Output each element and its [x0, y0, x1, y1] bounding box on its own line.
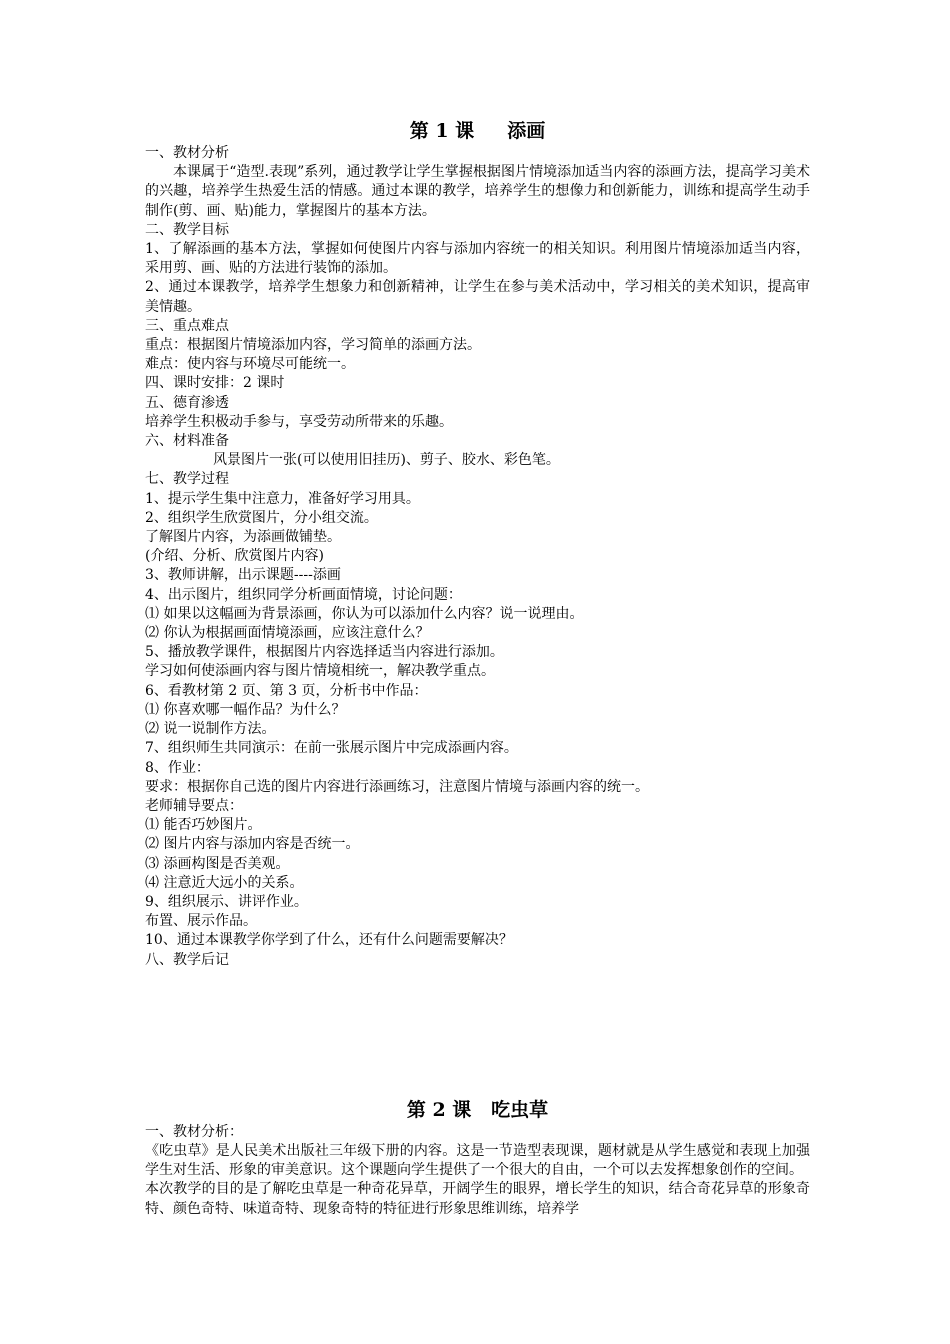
text-line: ⑴ 如果以这幅画为背景添画，你认为可以添加什么内容？说一说理由。 [145, 605, 584, 622]
text-line: 2、通过本课教学，培养学生想象力和创新精神，让学生在参与美术活动中，学习相关的美术知识，提高审美情趣。 [145, 279, 810, 315]
text-line: ⑷ 注意近大远小的关系。 [145, 874, 304, 891]
text-line: 1、了解添画的基本方法，掌握如何使图片内容与添加内容统一的相关知识。利用图片情境添加适当内容，采用剪、画、贴的方法进行装饰的添加。 [145, 241, 810, 277]
text-line: 一、教材分析： [145, 1123, 243, 1140]
text-line: 了解图片内容，为添画做铺垫。 [145, 529, 341, 546]
text-line: 5、播放教学课件，根据图片内容选择适当内容进行添加。 [145, 644, 504, 661]
text-line: 老师辅导要点： [145, 797, 243, 814]
text-line: 8、作业： [145, 759, 210, 776]
text-line: ⑵ 图片内容与添加内容是否统一。 [145, 836, 360, 853]
text-line: 3、教师讲解，出示课题----添画 [145, 567, 341, 584]
text-line: 培养学生积极动手参与，享受劳动所带来的乐趣。 [145, 413, 453, 430]
text-line: 七、教学过程 [145, 471, 229, 488]
text-line: 7、组织师生共同演示：在前一张展示图片中完成添画内容。 [145, 740, 518, 757]
text-line: 《吃虫草》是人民美术出版社三年级下册的内容。这是一节造型表现课，题材就是从学生感觉和表现上加强学生对生活、形象的审美意识。这个课题向学生提供了一个很大的自由，一个可以去发挥想象创作的空间。 [145, 1142, 810, 1179]
text-line: 6、看教材第 2 页、第 3 页，分析书中作品： [145, 682, 428, 699]
lesson-2-title: 第 2 课 吃虫草 [406, 1098, 549, 1121]
text-line: 布置、展示作品。 [145, 913, 257, 930]
text-line: 难点：使内容与环境尽可能统一。 [145, 356, 355, 373]
text-line: 本课属于“造型.表现”系列，通过教学让学生掌握根据图片情境添加适当内容的添画方法，提高学习美术的兴趣，培养学生热爱生活的情感。通过本课的教学，培养学生的想像力和创新能力，训练和提高学生动手制作(剪、画、贴)能力，掌握图片的基本方法。 [145, 164, 810, 219]
text-line: 1、提示学生集中注意力，准备好学习用具。 [145, 490, 420, 507]
text-line: 本次教学的目的是了解吃虫草是一种奇花异草，开阔学生的眼界，增长学生的知识，结合奇花异草的形象奇特、颜色奇特、味道奇特、现象奇特的特征进行形象思维训练，培养学 [145, 1181, 810, 1217]
text-line: 2、组织学生欣赏图片，分小组交流。 [145, 509, 378, 526]
text-line: ⑶ 添画构图是否美观。 [145, 855, 290, 872]
text-line: ⑵ 说一说制作方法。 [145, 721, 276, 738]
text-line: 二、教学目标 [145, 221, 229, 238]
text-line: (介绍、分析、欣赏图片内容) [145, 548, 324, 565]
text-line: 四、课时安排：2 课时 [145, 375, 285, 392]
text-line: 一、教材分析 [145, 145, 229, 161]
lesson-1-body [145, 144, 810, 970]
text-line: 六、材料准备 [145, 433, 229, 450]
lesson-2-body [145, 1123, 810, 1219]
lesson-1-title: 第 1 课 添画 [409, 120, 546, 142]
text-line: 学习如何使添画内容与图片情境相统一，解决教学重点。 [145, 663, 495, 680]
document-page [145, 118, 810, 1219]
text-line: 三、重点难点 [145, 317, 229, 334]
text-line: ⑴ 你喜欢哪一幅作品？为什么？ [145, 701, 346, 718]
text-line: 重点：根据图片情境添加内容，学习简单的添画方法。 [145, 337, 481, 354]
text-line: 要求：根据你自己选的图片内容进行添画练习，注意图片情境与添画内容的统一。 [145, 778, 649, 795]
text-line: 9、组织展示、讲评作业。 [145, 893, 308, 910]
text-line: ⑵ 你认为根据画面情境添画，应该注意什么？ [145, 625, 430, 642]
text-line: 八、教学后记 [145, 951, 229, 968]
text-line: 10、通过本课教学你学到了什么，还有什么问题需要解决？ [145, 932, 513, 949]
blank-space [145, 970, 810, 1097]
text-line: 五、德育渗透 [145, 394, 229, 411]
text-line: ⑴ 能否巧妙图片。 [145, 817, 262, 834]
text-line: 风景图片一张(可以使用旧挂历)、剪子、胶水、彩色笔。 [213, 452, 560, 469]
text-line: 4、出示图片，组织同学分析画面情境，讨论问题： [145, 586, 462, 603]
